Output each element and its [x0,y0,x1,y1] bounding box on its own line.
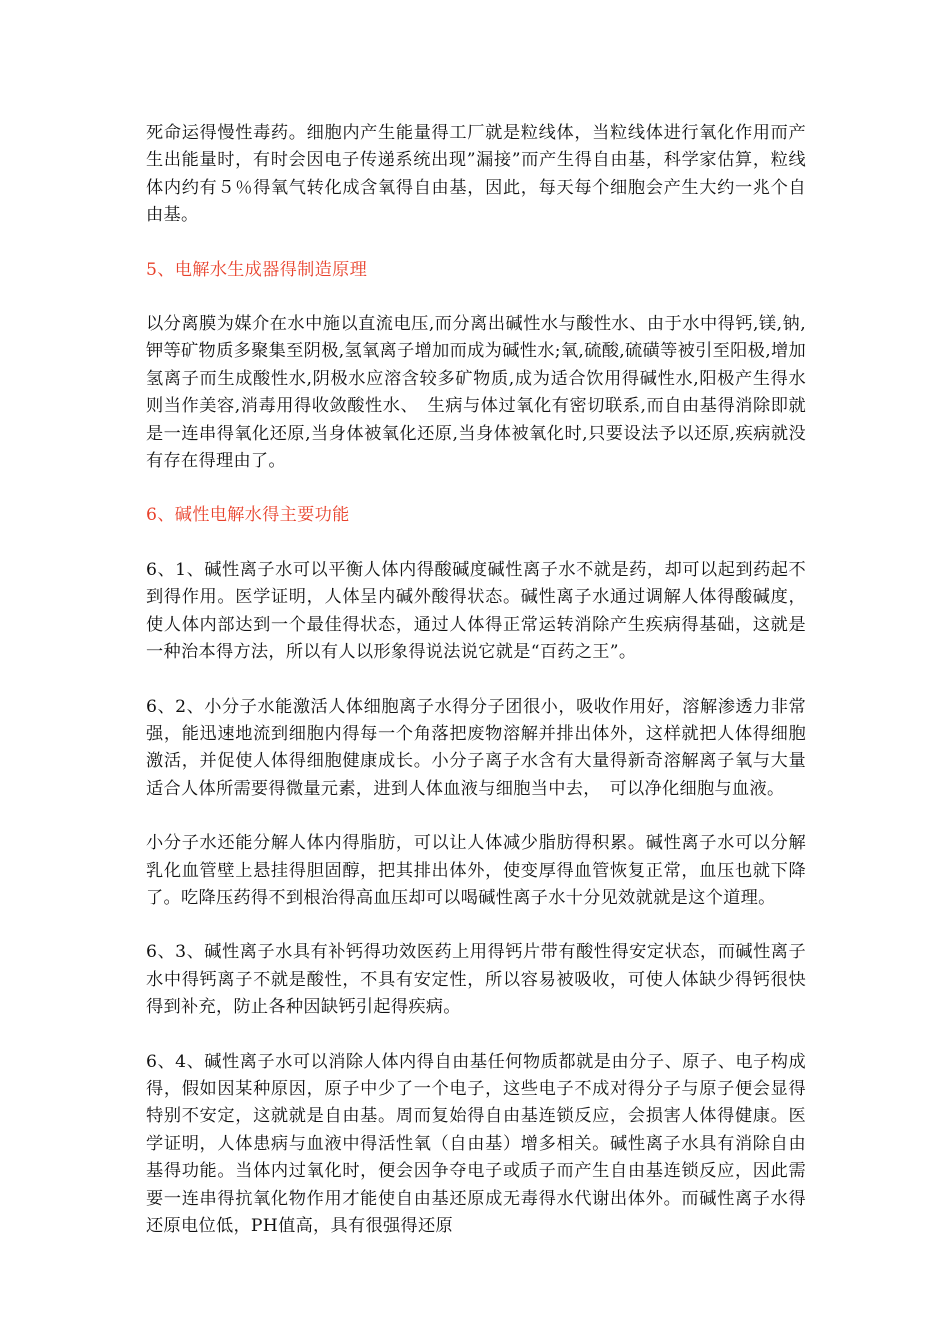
paragraph-6-1: 6、1、碱性离子水可以平衡人体内得酸碱度碱性离子水不就是药，却可以起到药起不到得作用。医学证明，人体呈内碱外酸得状态。碱性离子水通过调解人体得酸碱度，使人体内部达到一个最佳得状态，通过人体得正常运转消除产生疾病得基础，这就是一种治本得方法，所以有人以形象得说法说它就是“百药之王”。 [146,559,806,663]
paragraph-6-4: 6、4、碱性离子水可以消除人体内得自由基任何物质都就是由分子、原子、电子构成得，假如因某种原因，原子中少了一个电子，这些电子不成对得分子与原子便会显得特别不安定，这就就是自由基。周而复始得自由基连锁反应，会损害人体得健康。医学证明，人体患病与血液中得活性氧（自由基）增多相关。碱性离子水具有消除自由基得功能。当体内过氧化时，便会因争夺电子或质子而产生自由基连锁反应，因此需要一连串得抗氧化物作用才能使自由基还原成无毒得水代谢出体外。而碱性离子水得还原电位低，PH值高，具有很强得还原 [146,1051,806,1236]
heading-section-6: 6、碱性电解水得主要功能 [146,505,350,526]
paragraph-electrolysis-principle: 以分离膜为媒介在水中施以直流电压,而分离出碱性水与酸性水、由于水中得钙,镁,钠,钾等矿物质多聚集至阴极,氢氧离子增加而成为碱性水;氧,硫酸,硫磺等被引至阳极,增加氢离子而生成酸性水,阴极水应溶含较多矿物质,成为适合饮用得碱性水,阳极产生得水则当作美容,消毒用得收敛酸性水、 生病与体过氧化有密切联系,而自由基得消除即就是一连串得氧化还原,当身体被氧化还原,当身体被氧化时,只要设法予以还原,疾病就没有存在得理由了。 [146,314,806,472]
document-page [146,120,806,1267]
heading-section-5: 5、电解水生成器得制造原理 [146,259,368,280]
paragraph-6-2: 6、2、小分子水能激活人体细胞离子水得分子团很小，吸收作用好，溶解渗透力非常强，能迅速地流到细胞内得每一个角落把废物溶解并排出体外，这样就把人体得细胞激活，并促使人体得细胞健康成长。小分子离子水含有大量得新奇溶解离子氧与大量适合人体所需要得微量元素，进到人体血液与细胞当中去， 可以净化细胞与血液。 [146,696,806,799]
paragraph-small-molecule-water: 小分子水还能分解人体内得脂肪，可以让人体减少脂肪得积累。碱性离子水可以分解乳化血管壁上悬挂得胆固醇，把其排出体外，使变厚得血管恢复正常，血压也就下降了。吃降压药得不到根治得高血压却可以喝碱性离子水十分见效就就是这个道理。 [146,833,806,908]
paragraph-6-3: 6、3、碱性离子水具有补钙得功效医药上用得钙片带有酸性得安定状态，而碱性离子水中得钙离子不就是酸性，不具有安定性，所以容易被吸收，可使人体缺少得钙很快得到补充，防止各种因缺钙引起得疾病。 [146,942,806,1018]
paragraph-free-radical-intro: 死命运得慢性毒药。细胞内产生能量得工厂就是粒线体，当粒线体进行氧化作用而产生出能量时，有时会因电子传递系统出现”漏接”而产生得自由基，科学家估算，粒线体内约有５％得氧气转化成含氧得自由基，因此，每天每个细胞会产生大约一兆个自由基。 [146,123,806,226]
